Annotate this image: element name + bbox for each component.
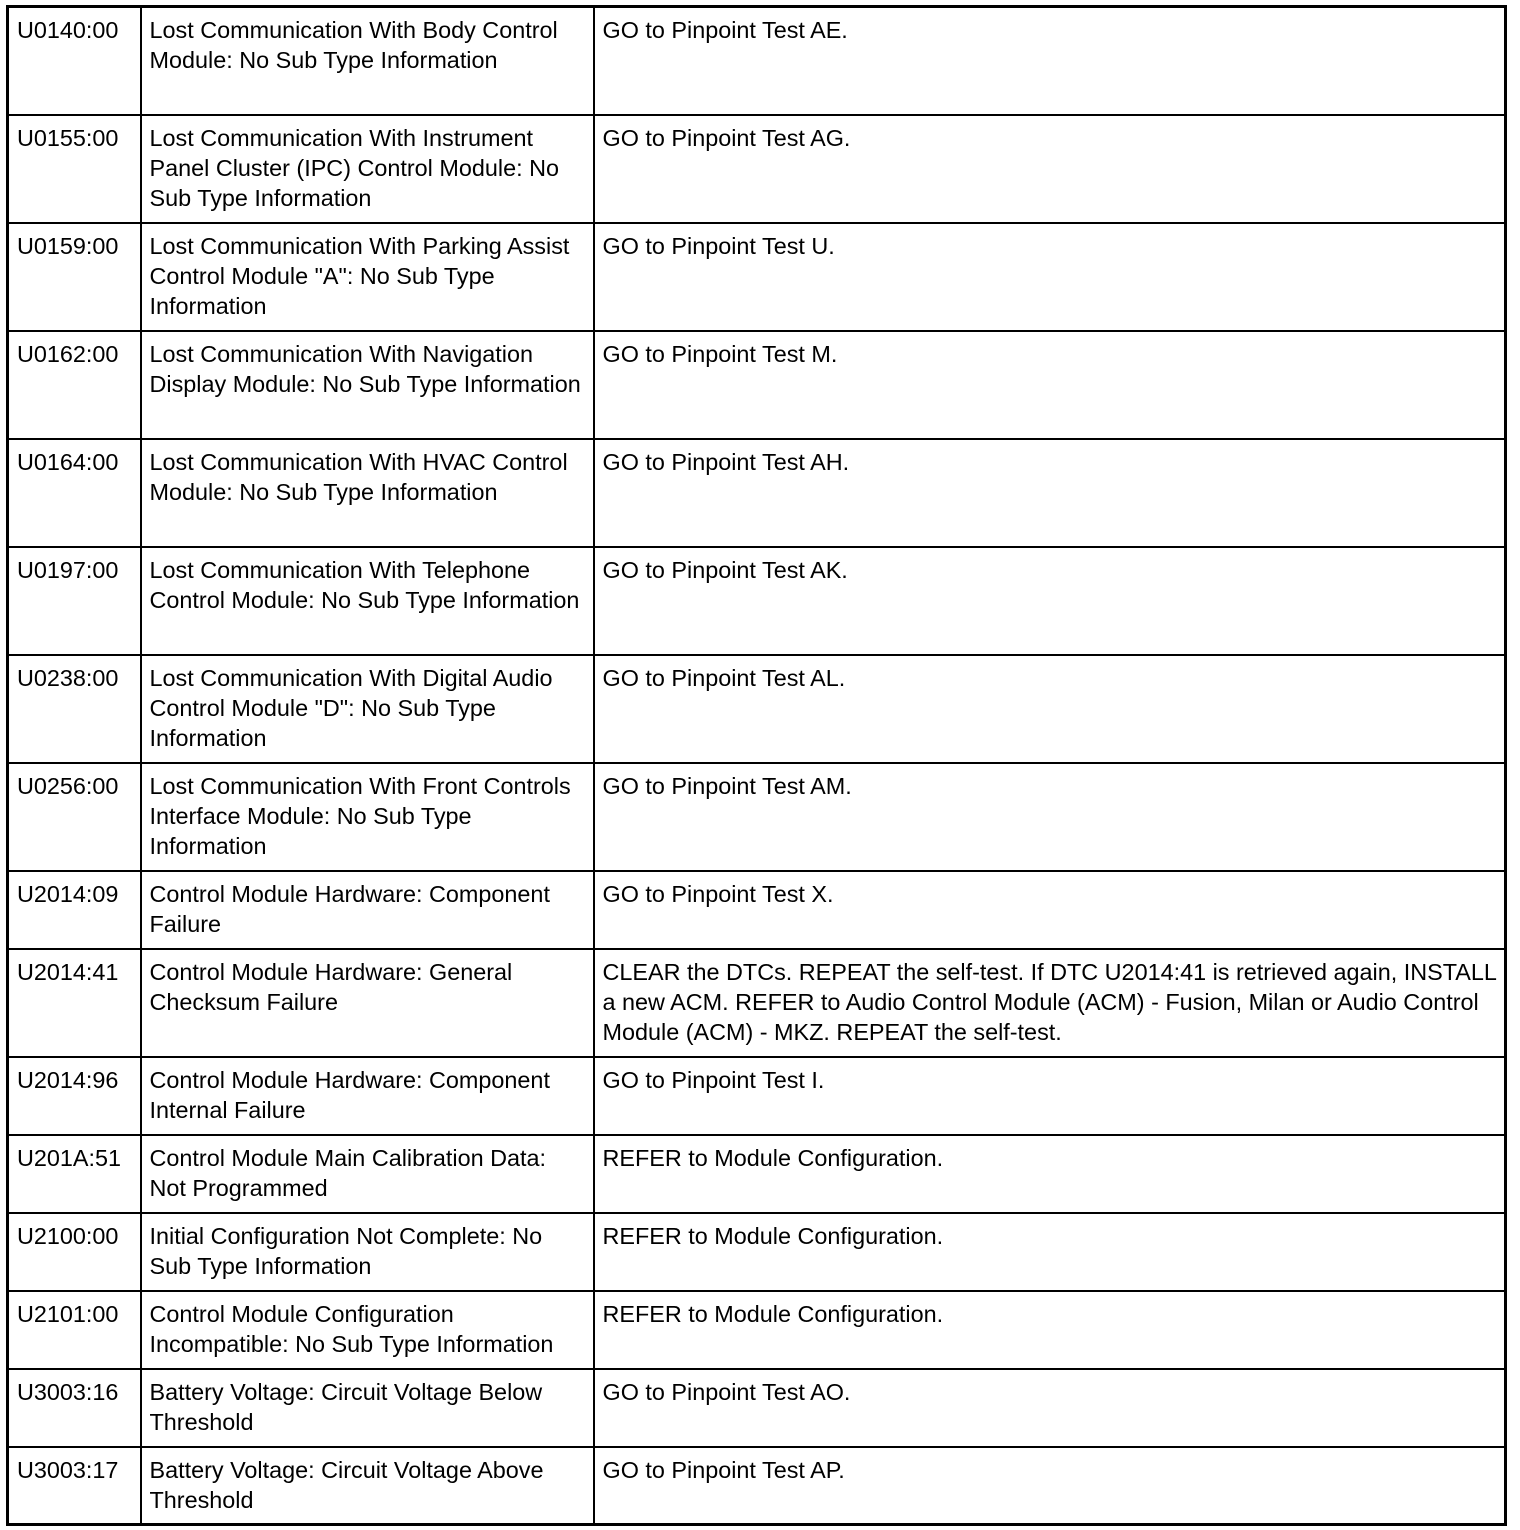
table-row <box>8 1135 1506 1213</box>
table-row <box>8 1291 1506 1369</box>
dtc-action-cell: GO to Pinpoint Test AO. <box>594 1369 1506 1447</box>
dtc-table-body <box>8 7 1506 1525</box>
dtc-description-cell: Control Module Main Calibration Data: Not Programmed <box>141 1135 594 1213</box>
dtc-description-cell: Control Module Hardware: Component Internal Failure <box>141 1057 594 1135</box>
dtc-code-cell: U2014:96 <box>8 1057 141 1135</box>
dtc-code-cell: U3003:17 <box>8 1447 141 1525</box>
table-row <box>8 439 1506 547</box>
dtc-code-cell: U201A:51 <box>8 1135 141 1213</box>
table-row <box>8 1369 1506 1447</box>
dtc-code-cell: U0256:00 <box>8 763 141 871</box>
dtc-description-cell: Lost Communication With Telephone Control Module: No Sub Type Information <box>141 547 594 655</box>
table-row <box>8 1057 1506 1135</box>
dtc-action-cell: REFER to Module Configuration. <box>594 1213 1506 1291</box>
dtc-table <box>6 5 1507 1526</box>
table-row <box>8 763 1506 871</box>
dtc-description-cell: Battery Voltage: Circuit Voltage Below Threshold <box>141 1369 594 1447</box>
dtc-description-cell: Control Module Hardware: General Checksum Failure <box>141 949 594 1057</box>
dtc-action-cell: GO to Pinpoint Test AK. <box>594 547 1506 655</box>
table-row <box>8 547 1506 655</box>
dtc-code-cell: U2100:00 <box>8 1213 141 1291</box>
dtc-description-cell: Battery Voltage: Circuit Voltage Above Threshold <box>141 1447 594 1525</box>
dtc-description-cell: Initial Configuration Not Complete: No Sub Type Information <box>141 1213 594 1291</box>
dtc-action-cell: CLEAR the DTCs. REPEAT the self-test. If DTC U2014:41 is retrieved again, INSTALL a new ACM. REFER to Audio Control Module (ACM) - Fusion, Milan or Audio Control Module (ACM) - MKZ. REPEAT the self-test. <box>594 949 1506 1057</box>
dtc-description-cell: Control Module Configuration Incompatible: No Sub Type Information <box>141 1291 594 1369</box>
dtc-action-cell: GO to Pinpoint Test U. <box>594 223 1506 331</box>
dtc-description-cell: Lost Communication With Front Controls Interface Module: No Sub Type Information <box>141 763 594 871</box>
dtc-action-cell: GO to Pinpoint Test X. <box>594 871 1506 949</box>
dtc-action-cell: GO to Pinpoint Test AE. <box>594 7 1506 115</box>
dtc-action-cell: GO to Pinpoint Test AP. <box>594 1447 1506 1525</box>
table-row <box>8 1447 1506 1525</box>
dtc-code-cell: U2014:09 <box>8 871 141 949</box>
table-row <box>8 655 1506 763</box>
table-row <box>8 949 1506 1057</box>
dtc-code-cell: U0162:00 <box>8 331 141 439</box>
dtc-action-cell: GO to Pinpoint Test AM. <box>594 763 1506 871</box>
dtc-code-cell: U2014:41 <box>8 949 141 1057</box>
dtc-description-cell: Lost Communication With Navigation Display Module: No Sub Type Information <box>141 331 594 439</box>
table-row <box>8 223 1506 331</box>
dtc-action-cell: GO to Pinpoint Test AG. <box>594 115 1506 223</box>
dtc-action-cell: GO to Pinpoint Test AL. <box>594 655 1506 763</box>
dtc-code-cell: U0197:00 <box>8 547 141 655</box>
dtc-description-cell: Lost Communication With HVAC Control Module: No Sub Type Information <box>141 439 594 547</box>
dtc-code-cell: U0238:00 <box>8 655 141 763</box>
dtc-code-cell: U0155:00 <box>8 115 141 223</box>
dtc-description-cell: Lost Communication With Instrument Panel Cluster (IPC) Control Module: No Sub Type Information <box>141 115 594 223</box>
table-row <box>8 1213 1506 1291</box>
dtc-action-cell: GO to Pinpoint Test I. <box>594 1057 1506 1135</box>
dtc-code-cell: U0140:00 <box>8 7 141 115</box>
table-row <box>8 7 1506 115</box>
table-row <box>8 115 1506 223</box>
table-row <box>8 871 1506 949</box>
dtc-description-cell: Lost Communication With Parking Assist Control Module "A": No Sub Type Information <box>141 223 594 331</box>
dtc-description-cell: Lost Communication With Digital Audio Control Module "D": No Sub Type Information <box>141 655 594 763</box>
table-row <box>8 331 1506 439</box>
dtc-code-cell: U0159:00 <box>8 223 141 331</box>
dtc-code-cell: U0164:00 <box>8 439 141 547</box>
dtc-description-cell: Control Module Hardware: Component Failure <box>141 871 594 949</box>
dtc-code-cell: U2101:00 <box>8 1291 141 1369</box>
dtc-description-cell: Lost Communication With Body Control Module: No Sub Type Information <box>141 7 594 115</box>
dtc-action-cell: GO to Pinpoint Test AH. <box>594 439 1506 547</box>
dtc-action-cell: REFER to Module Configuration. <box>594 1291 1506 1369</box>
dtc-code-cell: U3003:16 <box>8 1369 141 1447</box>
dtc-action-cell: GO to Pinpoint Test M. <box>594 331 1506 439</box>
dtc-action-cell: REFER to Module Configuration. <box>594 1135 1506 1213</box>
